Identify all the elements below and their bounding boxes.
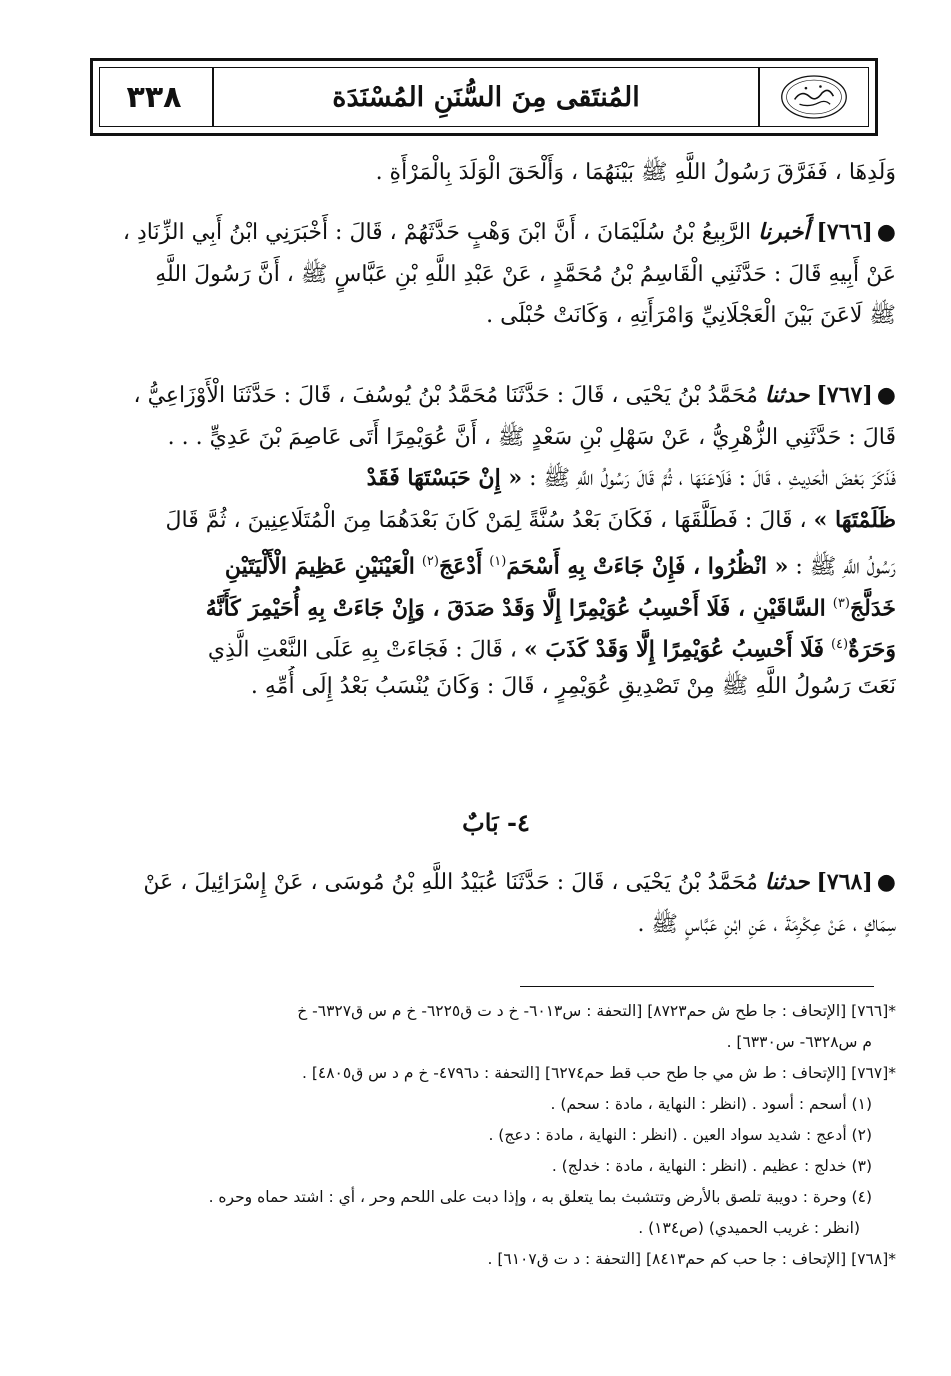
text-line: قَالَ : حَدَّثَنِي الزُّهْرِيُّ ، عَنْ سَهْلِ بْنِ سَعْدٍ ﷺ ، أَنَّ عُوَيْمِرًا أَتَى عَاصِمَ بْنَ عَدِيٍّ . . . <box>167 424 896 450</box>
footnote-line: م س٦٣٢٨- س٦٣٣٠] . <box>726 1033 872 1051</box>
narration-keyword: حدثنا <box>764 869 810 895</box>
prophetic-quote: وَحَرَةٌ <box>848 636 896 663</box>
text-line <box>96 500 896 542</box>
text-line <box>96 212 896 254</box>
prophetic-quote: أَدْعَجَ <box>438 553 483 580</box>
narration-keyword: حدثنا <box>764 382 810 408</box>
text-span: الرَّبِيعُ بْنُ سُلَيْمَانَ ، أَنَّ ابْنَ وَهْبٍ حَدَّثَهُمْ ، قَالَ : أَخْبَرَنِي ابْنُ أَبِي الزِّنَادِ ، <box>122 220 752 245</box>
hadith-number: [٧٦٧] <box>816 382 873 408</box>
hadith-767 <box>96 375 896 707</box>
text-line: نَعَتَ رَسُولُ اللَّهِ ﷺ مِنْ تَصْدِيقِ عُوَيْمِرٍ ، قَالَ : وَكَانَ يُنْسَبُ بَعْدُ إِلَى أُمِّهِ . <box>250 673 896 699</box>
footnote-separator <box>520 986 874 987</box>
prophetic-quote: الْعَيْنَيْنِ عَظِيمَ الْأَلْيَتَيْنِ <box>224 553 415 580</box>
book-title: المُنتَقى مِنَ السُّنَنِ المُسْنَدَة <box>332 81 640 113</box>
header-divider <box>212 68 214 126</box>
header-inner-frame <box>99 67 869 127</box>
text-line <box>96 862 896 904</box>
hadith-number: [٧٦٦] <box>816 219 873 245</box>
seal-icon <box>768 72 860 122</box>
page-header <box>90 58 878 136</box>
footnote-ref[interactable]: (٢) <box>421 554 439 569</box>
chapter-heading: ٤- بَابٌ <box>462 808 530 837</box>
footnote-line: (١) أسحم : أسود . (انظر : النهاية ، مادة : سحم) . <box>550 1095 872 1113</box>
text-span: فَذَكَرَ بَعْضَ الْحَدِيثِ ، قَالَ : فَلَاعَنَهَا ، ثُمَّ قَالَ رَسُولُ اللَّهِ ﷺ : <box>529 466 896 491</box>
bullet-icon: ● <box>876 869 896 895</box>
text-span: مُحَمَّدُ بْنُ يَحْيَى ، قَالَ : حَدَّثَنَا عُبَيْدُ اللَّهِ بْنُ مُوسَى ، عَنْ إِسْرَائِيلَ ، عَنْ <box>143 870 758 895</box>
footnote-line: *[٧٦٦] [الإتحاف : جا طح ش حم٨٧٢٣] [التحفة : س٦٠١٣- خ د ت ق٦٢٢٥- خ م س ق٦٣٢٧- خ <box>297 1002 896 1020</box>
text-line: سِمَاكٍ ، عَنْ عِكْرِمَةَ ، عَنِ ابْنِ عَبَّاسٍ ﷺ . <box>637 911 896 937</box>
main-text <box>96 152 896 194</box>
footnote-ref[interactable]: (١) <box>489 554 507 569</box>
prophetic-quote: فَلَا أَحْسِبُ عُوَيْمِرًا إِلَّا وَقَدْ كَذَبَ » <box>524 636 824 663</box>
text-span: ، قَالَ : فَجَاءَتْ بِهِ عَلَى النَّعْتِ الَّذِي <box>207 637 517 663</box>
footnote-line: (٤) وحرة : دويبة تلصق بالأرض وتتشبث بما يتعلق به ، وإذا دبت على اللحم وحر ، أي : اشتد حماه وحره . <box>208 1188 872 1206</box>
text-line <box>96 375 896 417</box>
hadith-768 <box>96 862 896 945</box>
text-line <box>96 583 896 625</box>
header-divider <box>758 68 760 126</box>
footnote-line: (٢) أدعج : شديد سواد العين . (انظر : النهاية ، مادة : دعج) . <box>488 1126 872 1144</box>
text-span: مُحَمَّدُ بْنُ يَحْيَى ، قَالَ : حَدَّثَنَا مُحَمَّدُ بْنُ يُوسُفَ ، قَالَ : حَدَّثَنَا الْأَوْزَاعِيُّ ، <box>133 383 758 408</box>
text-span: ، قَالَ : فَطَلَّقَهَا ، فَكَانَ بَعْدُ سُنَّةً لِمَنْ كَانَ بَعْدَهُمَا مِنَ الْمُتَلَاعِنِينَ ، ثُمَّ قَالَ <box>165 507 807 533</box>
footnotes <box>96 996 896 1275</box>
prophetic-quote: ظَلَمْتَهَا » <box>813 506 896 533</box>
text-line: وَلَدِهَا ، فَفَرَّقَ رَسُولُ اللَّهِ ﷺ بَيْنَهُمَا ، وَأَلْحَقَ الْوَلَدَ بِالْمَرْأَةِ . <box>375 160 896 185</box>
footnote-ref[interactable]: (٤) <box>830 637 849 652</box>
prophetic-quote: خَدَلَّجَ <box>849 594 896 621</box>
page-number: ٣٣٨ <box>126 79 182 115</box>
footnote-line: (٣) خدلج : عظيم . (انظر : النهاية ، مادة : خدلج) . <box>551 1157 872 1175</box>
text-line <box>96 458 896 500</box>
footnote-line: *[٧٦٧] [الإتحاف : ط ش مي جا طح حب قط حم٦٢٧٤] [التحفة : د٤٧٩٦- خ م د س ق٤٨٠٥] . <box>302 1064 896 1082</box>
bullet-icon: ● <box>876 219 896 245</box>
hadith-number: [٧٦٨] <box>816 869 873 895</box>
hadith-766 <box>96 212 896 337</box>
book-logo-seal <box>768 72 860 122</box>
prophetic-quote: السَّاقَيْنِ ، فَلَا أَحْسِبُ عُوَيْمِرًا إِلَّا وَقَدْ صَدَقَ ، وَإِنْ جَاءَتْ بِهِ أُحَيْمِرَ كَأَنَّهُ <box>205 594 826 621</box>
footnote-line: *[٧٦٨] [الإتحاف : جا حب كم حم٨٤١٣] [التحفة : د ت ق٦١٠٧] . <box>487 1250 896 1268</box>
prophetic-quote: « إِنْ حَبَسْتَهَا فَقَدْ <box>366 465 523 491</box>
text-line: ﷺ لَاعَنَ بَيْنَ الْعَجْلَانِيِّ وَامْرَأَتِهِ ، وَكَانَتْ حُبْلَى . <box>486 303 896 328</box>
text-span: رَسُولُ اللَّهِ ﷺ : <box>795 554 896 580</box>
text-line <box>96 624 896 666</box>
footnote-line: (انظر : غريب الحميدي) (ص١٣٤) . <box>638 1219 860 1237</box>
prophetic-quote: « انْظُرُوا ، فَإِنْ جَاءَتْ بِهِ أَسْحَمَ <box>506 553 789 580</box>
bullet-icon: ● <box>876 382 896 408</box>
text-line <box>96 541 896 583</box>
narration-keyword: أَخبرنا <box>758 219 810 245</box>
footnote-ref[interactable]: (٣) <box>832 595 850 611</box>
text-line: عَنْ أَبِيهِ قَالَ : حَدَّثَنِي الْقَاسِمُ بْنُ مُحَمَّدٍ ، عَنْ عَبْدِ اللَّهِ بْنِ عَبَّاسٍ ﷺ ، أَنَّ رَسُولَ اللَّهِ <box>155 261 896 287</box>
